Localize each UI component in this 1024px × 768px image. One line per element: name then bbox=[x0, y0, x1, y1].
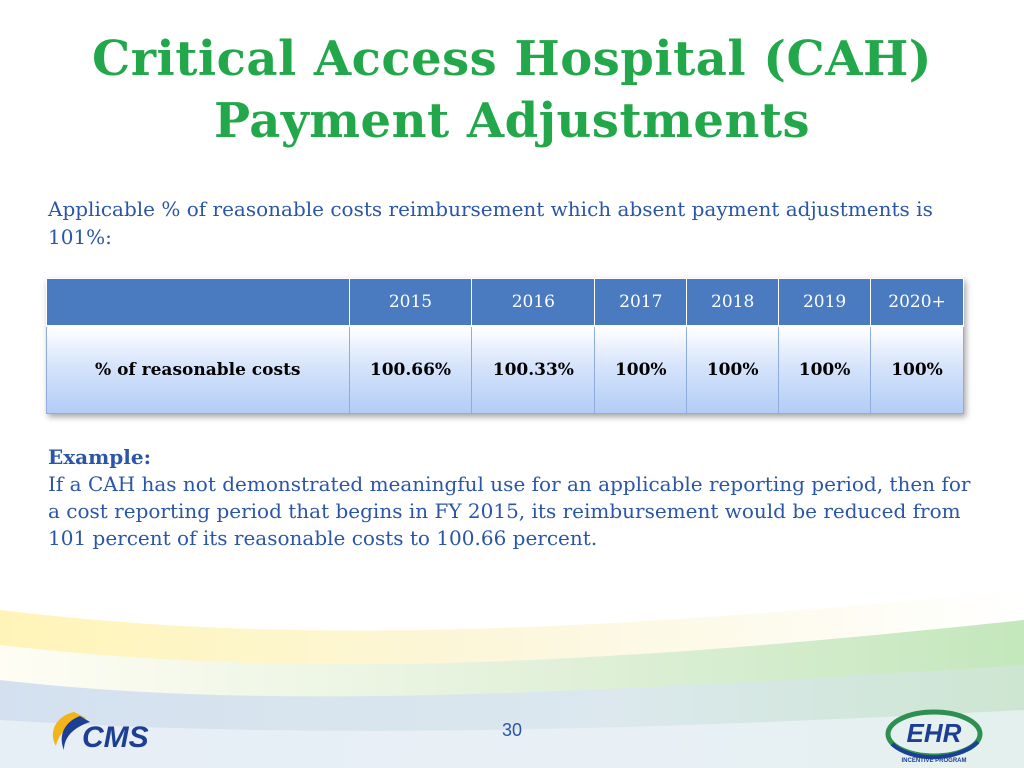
cms-logo-text: CMS bbox=[82, 721, 149, 754]
example-text: If a CAH has not demonstrated meaningful use for an applicable reporting period, then for a cost reporting period that begins in FY 2015, its reimbursement would be reduced from 101 percent of its reasonable costs to 100.66 percent. bbox=[48, 472, 971, 550]
example-block bbox=[48, 444, 978, 552]
table-cell: 100% bbox=[871, 326, 964, 414]
table-row bbox=[47, 326, 964, 414]
table-cell: 100% bbox=[779, 326, 871, 414]
table-header-cell bbox=[47, 279, 350, 327]
table-row-label: % of reasonable costs bbox=[47, 326, 350, 414]
table-header-cell: 2015 bbox=[349, 279, 472, 327]
slide-title bbox=[0, 28, 1024, 152]
table-header-cell: 2018 bbox=[687, 279, 779, 327]
table-cell: 100.33% bbox=[472, 326, 595, 414]
payment-adjustment-table bbox=[46, 278, 964, 414]
ehr-incentive-program-logo bbox=[882, 708, 986, 764]
table-header-row bbox=[47, 279, 964, 327]
table-cell: 100.66% bbox=[349, 326, 472, 414]
table-cell: 100% bbox=[595, 326, 687, 414]
page-number: 30 bbox=[501, 720, 523, 740]
table-header-cell: 2016 bbox=[472, 279, 595, 327]
table-header-cell: 2017 bbox=[595, 279, 687, 327]
example-heading: Example: bbox=[48, 445, 151, 469]
ehr-logo-tagline: INCENTIVE PROGRAM bbox=[901, 758, 967, 764]
table-header-cell: 2019 bbox=[779, 279, 871, 327]
intro-paragraph: Applicable % of reasonable costs reimbursement which absent payment adjustments is 101%: bbox=[48, 197, 933, 249]
table-header-cell: 2020+ bbox=[871, 279, 964, 327]
slide-title-line-2: Payment Adjustments bbox=[213, 93, 811, 149]
table-cell: 100% bbox=[687, 326, 779, 414]
slide-title-line-1: Critical Access Hospital (CAH) bbox=[91, 31, 933, 87]
ehr-logo-text: EHR bbox=[906, 718, 962, 748]
